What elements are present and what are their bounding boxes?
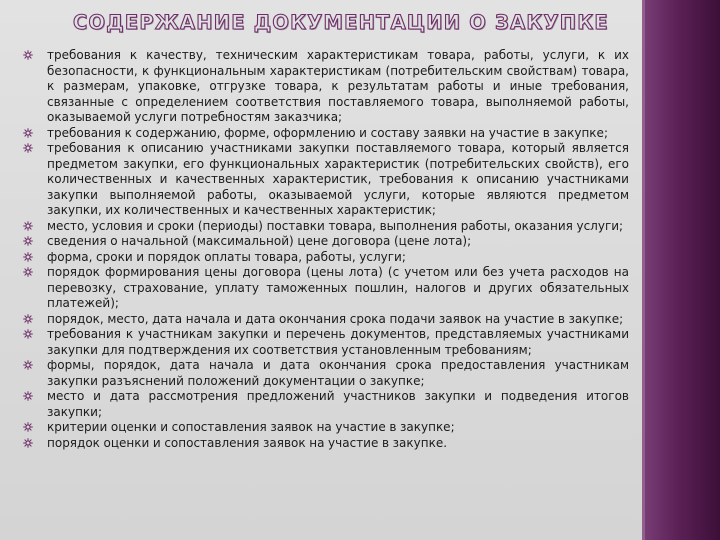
list-item-text: формы, порядок, дата начала и дата окончания срока предоставления участникам закупки разъяснений положений документации о закупке; — [47, 358, 629, 388]
sun-bullet-icon — [23, 143, 33, 153]
list-item-text: порядок, место, дата начала и дата окончания срока подачи заявок на участие в закупке; — [47, 311, 624, 326]
sun-bullet-icon — [23, 128, 33, 138]
list-item — [22, 436, 629, 452]
list-item-text: критерии оценки и сопоставления заявок на участие в закупке; — [47, 420, 455, 434]
list-item — [22, 358, 629, 389]
page-title: СОДЕРЖАНИЕ ДОКУМЕНТАЦИИ О ЗАКУПКЕ — [73, 11, 609, 34]
list-item-text: требования к качеству, техническим характеристикам товара, работы, услуги, к их безопасности, к функциональным характеристикам (потребительским свойствам) товара, к размерам, упаковке, отгрузке товара, к результатам работы и иные требования, связанные с определением соответствия поставляемого товара, выполняемой работы, оказываемой услуги потребностям заказчика; — [47, 48, 629, 124]
list-item-text: форма, сроки и порядок оплаты товара, работы, услуги; — [47, 249, 406, 264]
list-item — [22, 250, 629, 266]
list-item — [22, 312, 629, 328]
side-accent-band — [642, 0, 720, 540]
sun-bullet-icon — [23, 314, 33, 324]
sun-bullet-icon — [23, 50, 33, 60]
sun-bullet-icon — [23, 391, 33, 401]
list-item-text: сведения о начальной (максимальной) цене договора (цене лота); — [47, 234, 472, 248]
list-item-text: место, условия и сроки (периоды) поставки товара, выполнения работы, оказания услуги; — [47, 218, 624, 233]
list-item — [22, 420, 629, 436]
list-item-text: место и дата рассмотрения предложений участников закупки и подведения итогов закупки; — [47, 389, 629, 419]
sun-bullet-icon — [23, 329, 33, 339]
list-item — [22, 234, 629, 250]
list-item — [22, 265, 629, 312]
sun-bullet-icon — [23, 438, 33, 448]
sun-bullet-icon — [23, 252, 33, 262]
sun-bullet-icon — [23, 360, 33, 370]
sun-bullet-icon — [23, 422, 33, 432]
list-item-text: порядок формирования цены договора (цены лота) (с учетом или без учета расходов на перевозку, страхование, уплату таможенных пошлин, налогов и других обязательных платежей); — [47, 265, 629, 310]
list-item — [22, 389, 629, 420]
sun-bullet-icon — [23, 221, 33, 231]
list-item — [22, 48, 629, 126]
list-item-text: требования к описанию участниками закупки поставляемого товара, который является предметом закупки, его функциональных характеристик (потребительских свойств), его количественных и качественных характеристик, требования к описанию участниками закупки выполняемой работы, оказываемой услуги, которые являются предметом закупки, их количественных и качественных характеристик; — [47, 141, 629, 217]
bullet-list — [22, 48, 629, 451]
list-item-text: требования к содержанию, форме, оформлению и составу заявки на участие в закупке; — [47, 125, 608, 140]
list-item — [22, 141, 629, 219]
list-item — [22, 327, 629, 358]
list-item — [22, 126, 629, 142]
sun-bullet-icon — [23, 236, 33, 246]
sun-bullet-icon — [23, 267, 33, 277]
list-item-text: требования к участникам закупки и перечень документов, представляемых участниками закупки для подтверждения их соответствия установленным требованиям; — [47, 327, 629, 357]
list-item — [22, 219, 629, 235]
list-item-text: порядок оценки и сопоставления заявок на участие в закупке. — [47, 435, 448, 450]
